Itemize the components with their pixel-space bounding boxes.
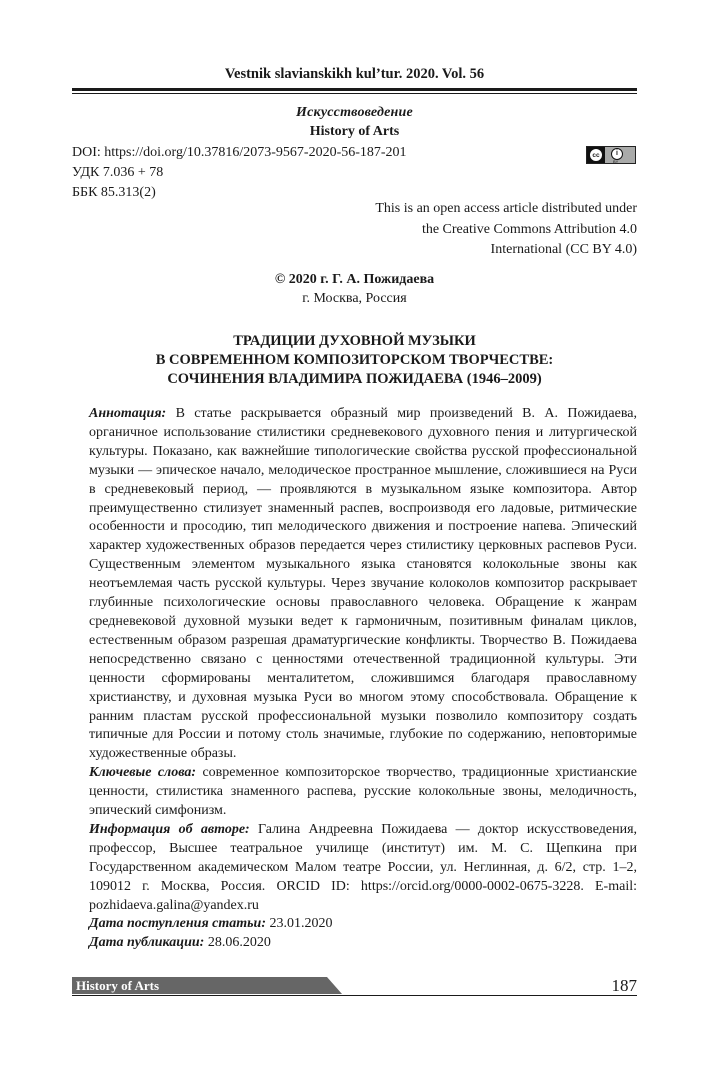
footer-section-label: History of Arts xyxy=(76,978,160,993)
section-title-ru: Искусствоведение xyxy=(296,105,413,120)
title-line: ТРАДИЦИИ ДУХОВНОЙ МУЗЫКИ xyxy=(233,333,476,349)
keywords-label: Ключевые слова: xyxy=(89,765,197,781)
article-identifiers xyxy=(72,143,407,203)
license-line: the Creative Commons Attribution 4.0 xyxy=(421,221,637,237)
author-info-label: Информация об авторе: xyxy=(89,821,250,837)
published-date xyxy=(89,934,637,953)
received-date-value: 23.01.2020 xyxy=(266,916,333,932)
keywords-text: современное композиторское творчество, традиционные христианские ценности, стилистика знаменного распева, русские колокольные звоны, мелодичность, эпический симфонизм. xyxy=(89,765,637,819)
header-rule-thin xyxy=(72,93,637,94)
published-date-label: Дата публикации: xyxy=(89,935,205,951)
article-title xyxy=(72,332,637,389)
cc-by-icon[interactable] xyxy=(586,146,636,164)
license-statement xyxy=(317,199,637,261)
title-line: СОЧИНЕНИЯ ВЛАДИМИРА ПОЖИДАЕВА (1946–2009) xyxy=(167,371,542,387)
license-line: International (CC BY 4.0) xyxy=(490,242,637,257)
bbk-code: ББК 85.313(2) xyxy=(72,185,156,200)
author-info xyxy=(89,821,637,916)
running-head: Vestnik slavianskikh kul’tur. 2020. Vol. 56 xyxy=(224,66,485,82)
cc-circle-icon: cc xyxy=(588,147,604,163)
author-copyright: © 2020 г. Г. А. Пожидаева xyxy=(274,272,435,287)
published-date-value: 28.06.2020 xyxy=(204,935,271,951)
license-line: This is an open access article distributed under xyxy=(375,201,637,216)
author-city: г. Москва, Россия xyxy=(302,291,407,306)
footer-rule xyxy=(72,995,637,996)
received-date-label: Дата поступления статьи: xyxy=(89,916,267,932)
article-front-matter xyxy=(89,405,637,953)
abstract-label: Аннотация: xyxy=(89,406,167,421)
page-number: 187 xyxy=(611,976,637,995)
abstract xyxy=(89,405,637,764)
title-line: В СОВРЕМЕННОМ КОМПОЗИТОРСКОМ ТВОРЧЕСТВЕ: xyxy=(155,352,554,368)
udk-code: УДК 7.036 + 78 xyxy=(72,165,164,180)
keywords xyxy=(89,764,637,821)
doi-link[interactable]: DOI: https://doi.org/10.37816/2073-9567-2020-56-187-201 xyxy=(72,145,407,160)
header-rule-thick xyxy=(72,88,637,91)
attribution-person-icon: i xyxy=(611,148,623,160)
abstract-text: В статье раскрывается образный мир произведений В. А. Пожидаева, органичное использование стилистики средневекового духовного пения и литургической культуры. Показано, как важнейшие типологические свойства русской профессиональной музыки — эпическое начало, мелодическое пространное мышление, сложившиеся на Руси в средневековый период, — проявляются в музыкальном языке композитора. Автор преимущественно стилизует знаменный распев, воспроизводя его ладовые, ритмические особенности и просодию, тип мелодического движения и построение напева. Эпический характер художественных образов передается через стилистику церковных распевов Руси. Существенным элементом музыкального языка становятся колокольные звоны как неотъемлемая часть русской культуры. Через звучание колоколов композитор раскрывает глубинные психологические основы православного человека. Обращение к жанрам средневековой духовной музыки ведет к гармоничным, позитивным финалам циклов, естественным образом разрешая драматургические конфликты. Творчество В. Пожидаева непосредственно связано с ценностями отечественной традиционной культуры. Эти ценности сформированы менталитетом, сложившимся благодаря православному христианству, и духовная музыка Руси во многом этому способствовала. Обращение к ранним пластам русской профессиональной музыки позволило композитору создать типичные для России и потому столь значимые, глубокие по содержанию, неповторимые художественные образы. xyxy=(89,406,637,762)
cc-by-label: BY xyxy=(613,159,619,164)
received-date xyxy=(89,915,637,934)
author-info-text: Галина Андреевна Пожидаева — доктор искусствоведения, профессор, Высшее театральное училище (институт) им. М. С. Щепкина при Государственном академическом Малом театре России, ул. Неглинная, д. 6/2, стр. 1–2, 109012 г. Москва, Россия. ORCID ID: https://orcid.org/0000-0002-0675-3228. E-mail: pozhidaeva.galina@yandex.ru xyxy=(89,821,638,913)
section-title-en: History of Arts xyxy=(309,124,400,139)
